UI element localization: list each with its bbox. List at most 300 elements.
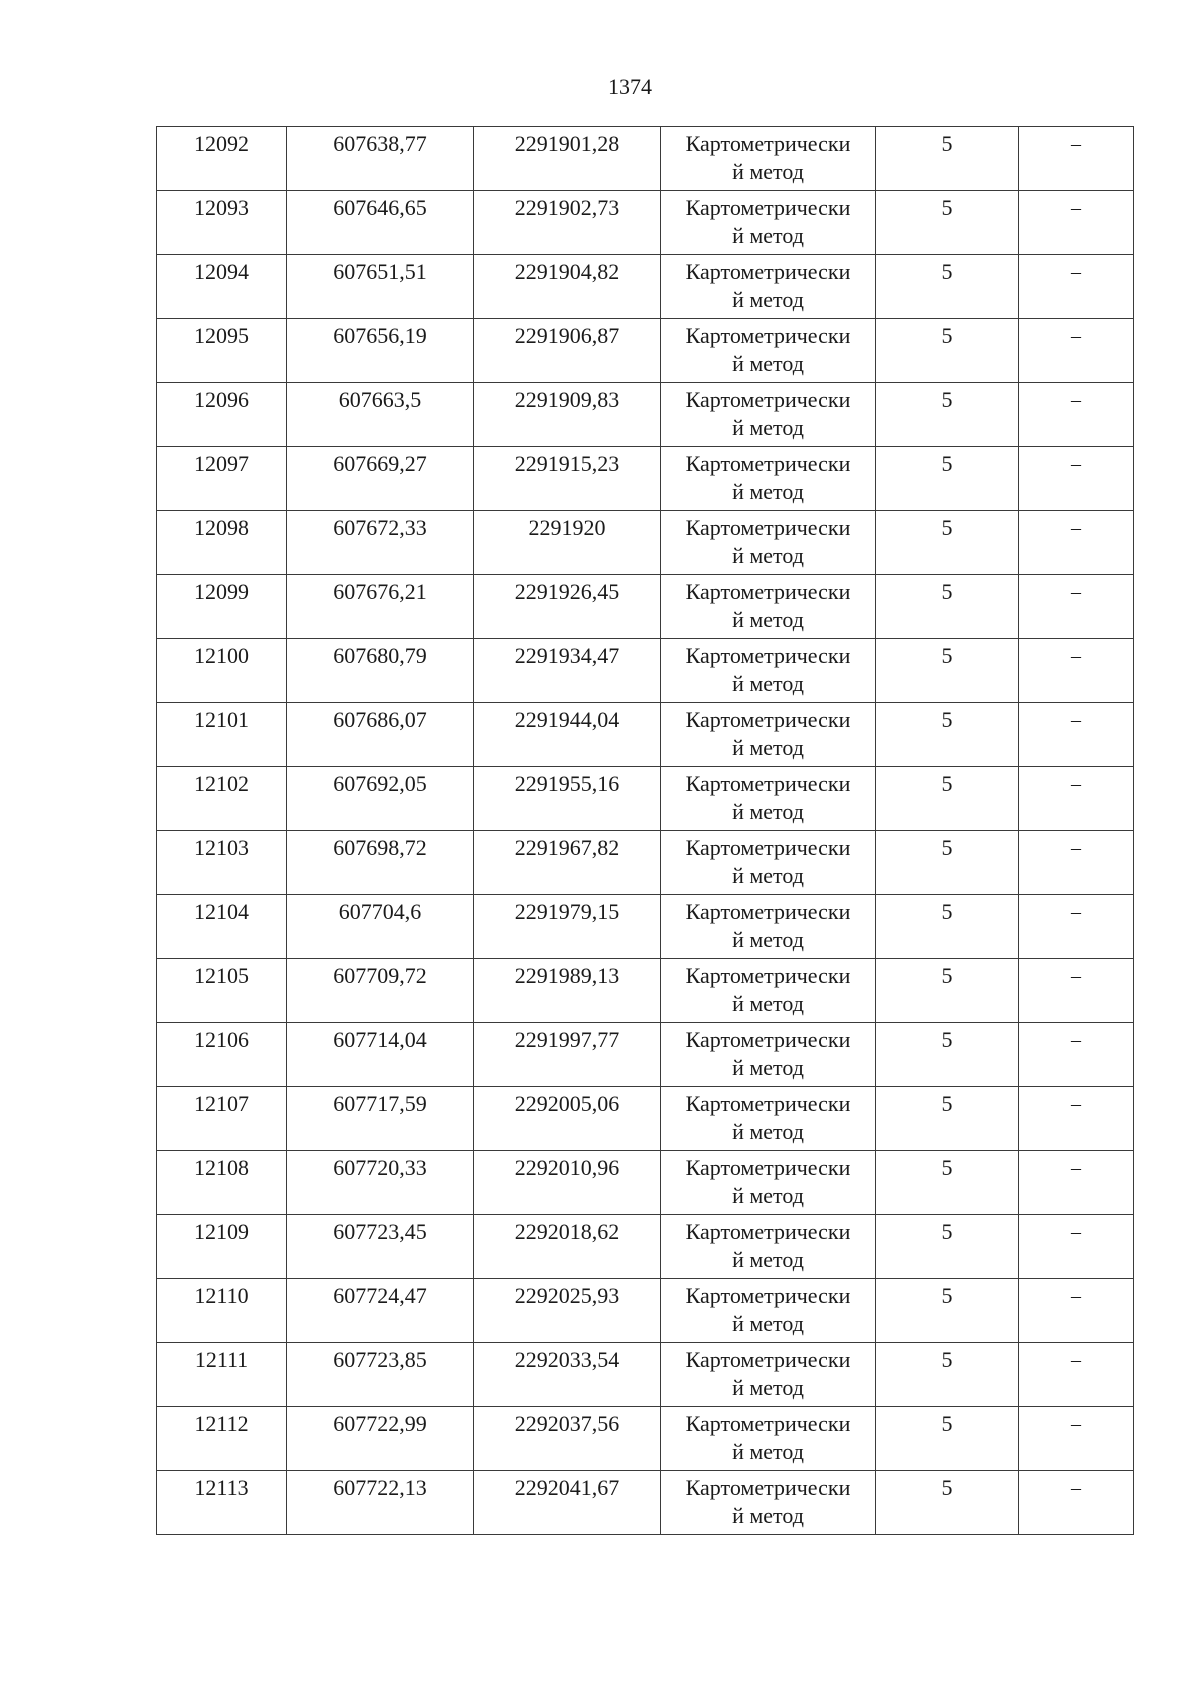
accuracy-cell: [876, 1151, 1019, 1215]
x-coordinate-text: 607669,27: [333, 451, 427, 476]
y-coordinate-text: 2291902,73: [514, 195, 620, 220]
accuracy-text: 5: [941, 451, 953, 476]
method-cell: [661, 1151, 876, 1215]
x-coordinate-text: 607723,85: [333, 1347, 427, 1372]
note-cell: [1019, 255, 1134, 319]
method-line-2: й метод: [732, 223, 804, 248]
y-coordinate-text: 2291915,23: [514, 451, 620, 476]
point-number-cell: [157, 191, 287, 255]
note-text: –: [1071, 517, 1081, 539]
y-coordinate-text: 2291944,04: [514, 707, 620, 732]
x-coordinate-cell: [287, 703, 474, 767]
method-line-1: Картометрически: [685, 1283, 851, 1308]
accuracy-cell: [876, 319, 1019, 383]
point-number-cell: [157, 1279, 287, 1343]
note-text: –: [1071, 901, 1081, 923]
point-number-cell: [157, 895, 287, 959]
y-coordinate-text: 2291901,28: [514, 131, 620, 156]
method-line-1: Картометрически: [685, 259, 851, 284]
method-line-2: й метод: [732, 159, 804, 184]
note-cell: [1019, 1023, 1134, 1087]
point-number-cell: [157, 1407, 287, 1471]
point-number-text: 12100: [194, 643, 249, 668]
note-text: –: [1071, 1477, 1081, 1499]
accuracy-text: 5: [941, 579, 953, 604]
x-coordinate-cell: [287, 1407, 474, 1471]
note-text: –: [1071, 645, 1081, 667]
method-line-1: Картометрически: [685, 387, 851, 412]
table-row: [157, 1087, 1134, 1151]
method-line-2: й метод: [732, 1503, 804, 1528]
accuracy-text: 5: [941, 515, 953, 540]
accuracy-text: 5: [941, 771, 953, 796]
method-line-2: й метод: [732, 799, 804, 824]
x-coordinate-text: 607704,6: [338, 899, 422, 924]
accuracy-cell: [876, 959, 1019, 1023]
note-cell: [1019, 831, 1134, 895]
point-number-text: 12103: [194, 835, 249, 860]
y-coordinate-cell: [474, 447, 661, 511]
x-coordinate-text: 607724,47: [333, 1283, 427, 1308]
y-coordinate-text: 2291997,77: [514, 1027, 620, 1052]
y-coordinate-text: 2292041,67: [514, 1475, 620, 1500]
method-cell: [661, 1087, 876, 1151]
method-line-1: Картометрически: [685, 1219, 851, 1244]
method-line-2: й метод: [732, 607, 804, 632]
method-line-2: й метод: [732, 351, 804, 376]
note-text: –: [1071, 1221, 1081, 1243]
y-coordinate-cell: [474, 895, 661, 959]
coordinates-table: [156, 126, 1134, 1535]
x-coordinate-text: 607717,59: [333, 1091, 427, 1116]
x-coordinate-text: 607680,79: [333, 643, 427, 668]
method-line-1: Картометрически: [685, 195, 851, 220]
method-line-1: Картометрически: [685, 643, 851, 668]
note-cell: [1019, 1215, 1134, 1279]
method-line-1: Картометрически: [685, 1347, 851, 1372]
accuracy-cell: [876, 1215, 1019, 1279]
note-cell: [1019, 191, 1134, 255]
method-cell: [661, 1471, 876, 1535]
accuracy-text: 5: [941, 835, 953, 860]
note-text: –: [1071, 325, 1081, 347]
accuracy-cell: [876, 1343, 1019, 1407]
note-cell: [1019, 703, 1134, 767]
method-line-1: Картометрически: [685, 451, 851, 476]
x-coordinate-text: 607692,05: [333, 771, 427, 796]
method-line-2: й метод: [732, 671, 804, 696]
method-cell: [661, 447, 876, 511]
y-coordinate-cell: [474, 1279, 661, 1343]
point-number-cell: [157, 255, 287, 319]
point-number-cell: [157, 447, 287, 511]
note-cell: [1019, 575, 1134, 639]
point-number-text: 12113: [194, 1475, 249, 1500]
table-row: [157, 511, 1134, 575]
y-coordinate-text: 2291934,47: [514, 643, 620, 668]
note-cell: [1019, 319, 1134, 383]
accuracy-cell: [876, 895, 1019, 959]
x-coordinate-cell: [287, 1087, 474, 1151]
x-coordinate-text: 607646,65: [333, 195, 427, 220]
accuracy-cell: [876, 1279, 1019, 1343]
note-cell: [1019, 1407, 1134, 1471]
accuracy-cell: [876, 639, 1019, 703]
x-coordinate-text: 607709,72: [333, 963, 427, 988]
y-coordinate-cell: [474, 959, 661, 1023]
x-coordinate-cell: [287, 255, 474, 319]
y-coordinate-cell: [474, 1087, 661, 1151]
point-number-text: 12108: [194, 1155, 249, 1180]
note-text: –: [1071, 709, 1081, 731]
x-coordinate-cell: [287, 1023, 474, 1087]
y-coordinate-cell: [474, 255, 661, 319]
method-cell: [661, 255, 876, 319]
method-cell: [661, 1343, 876, 1407]
note-text: –: [1071, 1157, 1081, 1179]
point-number-text: 12111: [194, 1347, 249, 1372]
accuracy-text: 5: [941, 1283, 953, 1308]
method-cell: [661, 895, 876, 959]
y-coordinate-cell: [474, 191, 661, 255]
point-number-text: 12106: [194, 1027, 249, 1052]
method-cell: [661, 1279, 876, 1343]
y-coordinate-cell: [474, 575, 661, 639]
y-coordinate-text: 2292010,96: [514, 1155, 620, 1180]
point-number-text: 12105: [194, 963, 249, 988]
accuracy-cell: [876, 447, 1019, 511]
note-cell: [1019, 447, 1134, 511]
method-line-2: й метод: [732, 1183, 804, 1208]
x-coordinate-cell: [287, 1343, 474, 1407]
y-coordinate-text: 2291909,83: [514, 387, 620, 412]
accuracy-text: 5: [941, 1411, 953, 1436]
table-row: [157, 255, 1134, 319]
y-coordinate-text: 2291904,82: [514, 259, 620, 284]
y-coordinate-text: 2292033,54: [514, 1347, 620, 1372]
note-text: –: [1071, 837, 1081, 859]
x-coordinate-cell: [287, 639, 474, 703]
note-text: –: [1071, 1029, 1081, 1051]
accuracy-cell: [876, 511, 1019, 575]
table-row: [157, 1215, 1134, 1279]
x-coordinate-cell: [287, 191, 474, 255]
point-number-text: 12110: [194, 1283, 249, 1308]
x-coordinate-text: 607722,13: [333, 1475, 427, 1500]
accuracy-cell: [876, 1023, 1019, 1087]
method-cell: [661, 1215, 876, 1279]
y-coordinate-cell: [474, 767, 661, 831]
accuracy-text: 5: [941, 1219, 953, 1244]
accuracy-text: 5: [941, 1027, 953, 1052]
point-number-text: 12096: [194, 387, 249, 412]
note-text: –: [1071, 453, 1081, 475]
accuracy-text: 5: [941, 1155, 953, 1180]
note-cell: [1019, 1151, 1134, 1215]
method-line-1: Картометрически: [685, 1027, 851, 1052]
x-coordinate-text: 607686,07: [333, 707, 427, 732]
accuracy-text: 5: [941, 707, 953, 732]
method-line-1: Картометрически: [685, 899, 851, 924]
method-line-2: й метод: [732, 415, 804, 440]
method-cell: [661, 127, 876, 191]
table-row: [157, 767, 1134, 831]
point-number-text: 12094: [194, 259, 249, 284]
method-line-1: Картометрически: [685, 835, 851, 860]
point-number-cell: [157, 1151, 287, 1215]
accuracy-cell: [876, 127, 1019, 191]
point-number-cell: [157, 575, 287, 639]
point-number-text: 12097: [194, 451, 249, 476]
x-coordinate-text: 607676,21: [333, 579, 427, 604]
method-line-2: й метод: [732, 479, 804, 504]
note-cell: [1019, 639, 1134, 703]
note-text: –: [1071, 1413, 1081, 1435]
x-coordinate-text: 607651,51: [333, 259, 427, 284]
y-coordinate-text: 2291906,87: [514, 323, 620, 348]
y-coordinate-text: 2291920: [528, 515, 606, 540]
x-coordinate-cell: [287, 767, 474, 831]
method-line-2: й метод: [732, 927, 804, 952]
y-coordinate-cell: [474, 127, 661, 191]
accuracy-cell: [876, 383, 1019, 447]
note-cell: [1019, 959, 1134, 1023]
note-cell: [1019, 1343, 1134, 1407]
y-coordinate-text: 2291926,45: [514, 579, 620, 604]
method-line-1: Картометрически: [685, 1155, 851, 1180]
x-coordinate-cell: [287, 511, 474, 575]
x-coordinate-cell: [287, 1215, 474, 1279]
note-cell: [1019, 1279, 1134, 1343]
accuracy-text: 5: [941, 259, 953, 284]
y-coordinate-cell: [474, 1471, 661, 1535]
method-line-1: Картометрически: [685, 963, 851, 988]
method-line-2: й метод: [732, 863, 804, 888]
accuracy-cell: [876, 575, 1019, 639]
coordinates-table-body: [157, 127, 1134, 1535]
method-line-1: Картометрически: [685, 579, 851, 604]
method-line-2: й метод: [732, 1375, 804, 1400]
point-number-text: 12093: [194, 195, 249, 220]
method-cell: [661, 1023, 876, 1087]
accuracy-text: 5: [941, 643, 953, 668]
x-coordinate-cell: [287, 127, 474, 191]
x-coordinate-cell: [287, 1151, 474, 1215]
table-row: [157, 1471, 1134, 1535]
point-number-text: 12099: [194, 579, 249, 604]
point-number-text: 12112: [194, 1411, 249, 1436]
y-coordinate-text: 2292018,62: [514, 1219, 620, 1244]
x-coordinate-text: 607656,19: [333, 323, 427, 348]
accuracy-text: 5: [941, 1475, 953, 1500]
accuracy-cell: [876, 703, 1019, 767]
note-text: –: [1071, 581, 1081, 603]
table-row: [157, 1407, 1134, 1471]
table-row: [157, 895, 1134, 959]
method-line-1: Картометрически: [685, 323, 851, 348]
x-coordinate-text: 607663,5: [338, 387, 422, 412]
note-cell: [1019, 1471, 1134, 1535]
point-number-cell: [157, 1023, 287, 1087]
y-coordinate-cell: [474, 511, 661, 575]
y-coordinate-cell: [474, 319, 661, 383]
point-number-cell: [157, 767, 287, 831]
method-cell: [661, 319, 876, 383]
table-row: [157, 127, 1134, 191]
y-coordinate-text: 2291967,82: [514, 835, 620, 860]
accuracy-text: 5: [941, 899, 953, 924]
point-number-cell: [157, 703, 287, 767]
point-number-cell: [157, 1215, 287, 1279]
accuracy-cell: [876, 255, 1019, 319]
table-row: [157, 703, 1134, 767]
accuracy-cell: [876, 831, 1019, 895]
x-coordinate-cell: [287, 575, 474, 639]
method-cell: [661, 767, 876, 831]
accuracy-cell: [876, 767, 1019, 831]
table-row: [157, 1151, 1134, 1215]
method-cell: [661, 639, 876, 703]
point-number-text: 12109: [194, 1219, 249, 1244]
table-row: [157, 1023, 1134, 1087]
table-row: [157, 959, 1134, 1023]
table-row: [157, 383, 1134, 447]
point-number-cell: [157, 1087, 287, 1151]
x-coordinate-text: 607722,99: [333, 1411, 427, 1436]
point-number-cell: [157, 831, 287, 895]
point-number-cell: [157, 127, 287, 191]
x-coordinate-cell: [287, 1471, 474, 1535]
table-row: [157, 447, 1134, 511]
y-coordinate-text: 2291979,15: [514, 899, 620, 924]
point-number-text: 12092: [194, 131, 249, 156]
method-cell: [661, 703, 876, 767]
point-number-cell: [157, 1343, 287, 1407]
accuracy-text: 5: [941, 195, 953, 220]
y-coordinate-text: 2292037,56: [514, 1411, 620, 1436]
table-row: [157, 191, 1134, 255]
method-line-1: Картометрически: [685, 1411, 851, 1436]
method-line-1: Картометрически: [685, 771, 851, 796]
method-line-1: Картометрически: [685, 1091, 851, 1116]
method-line-2: й метод: [732, 1055, 804, 1080]
x-coordinate-cell: [287, 447, 474, 511]
note-text: –: [1071, 1349, 1081, 1371]
method-line-1: Картометрически: [685, 131, 851, 156]
point-number-cell: [157, 319, 287, 383]
method-cell: [661, 1407, 876, 1471]
point-number-text: 12107: [194, 1091, 249, 1116]
method-line-2: й метод: [732, 543, 804, 568]
note-text: –: [1071, 1285, 1081, 1307]
accuracy-text: 5: [941, 131, 953, 156]
x-coordinate-text: 607698,72: [333, 835, 427, 860]
note-cell: [1019, 511, 1134, 575]
accuracy-cell: [876, 1087, 1019, 1151]
method-cell: [661, 511, 876, 575]
note-text: –: [1071, 773, 1081, 795]
note-text: –: [1071, 1093, 1081, 1115]
method-line-2: й метод: [732, 1311, 804, 1336]
y-coordinate-cell: [474, 1023, 661, 1087]
note-text: –: [1071, 197, 1081, 219]
note-text: –: [1071, 965, 1081, 987]
point-number-cell: [157, 1471, 287, 1535]
table-row: [157, 1343, 1134, 1407]
accuracy-text: 5: [941, 323, 953, 348]
table-row: [157, 831, 1134, 895]
method-cell: [661, 575, 876, 639]
x-coordinate-text: 607723,45: [333, 1219, 427, 1244]
method-line-1: Картометрически: [685, 515, 851, 540]
note-cell: [1019, 895, 1134, 959]
y-coordinate-cell: [474, 639, 661, 703]
x-coordinate-cell: [287, 959, 474, 1023]
note-cell: [1019, 383, 1134, 447]
note-text: –: [1071, 133, 1081, 155]
x-coordinate-cell: [287, 895, 474, 959]
point-number-cell: [157, 639, 287, 703]
page-number: 1374: [608, 74, 652, 99]
note-cell: [1019, 1087, 1134, 1151]
table-row: [157, 575, 1134, 639]
method-line-1: Картометрически: [685, 1475, 851, 1500]
y-coordinate-cell: [474, 1215, 661, 1279]
note-cell: [1019, 767, 1134, 831]
y-coordinate-text: 2291955,16: [514, 771, 620, 796]
method-line-2: й метод: [732, 991, 804, 1016]
note-text: –: [1071, 389, 1081, 411]
y-coordinate-cell: [474, 831, 661, 895]
point-number-cell: [157, 959, 287, 1023]
method-line-2: й метод: [732, 735, 804, 760]
method-line-2: й метод: [732, 1247, 804, 1272]
y-coordinate-cell: [474, 1407, 661, 1471]
method-line-2: й метод: [732, 1119, 804, 1144]
x-coordinate-cell: [287, 1279, 474, 1343]
x-coordinate-cell: [287, 383, 474, 447]
table-row: [157, 639, 1134, 703]
point-number-text: 12095: [194, 323, 249, 348]
y-coordinate-text: 2291989,13: [514, 963, 620, 988]
point-number-text: 12104: [194, 899, 249, 924]
y-coordinate-text: 2292025,93: [514, 1283, 620, 1308]
point-number-text: 12098: [194, 515, 249, 540]
accuracy-text: 5: [941, 963, 953, 988]
accuracy-cell: [876, 1471, 1019, 1535]
y-coordinate-cell: [474, 1151, 661, 1215]
x-coordinate-text: 607638,77: [333, 131, 427, 156]
note-cell: [1019, 127, 1134, 191]
accuracy-text: 5: [941, 387, 953, 412]
point-number-text: 12101: [194, 707, 249, 732]
method-cell: [661, 831, 876, 895]
accuracy-cell: [876, 191, 1019, 255]
method-line-1: Картометрически: [685, 707, 851, 732]
method-cell: [661, 383, 876, 447]
table-row: [157, 1279, 1134, 1343]
table-row: [157, 319, 1134, 383]
y-coordinate-cell: [474, 1343, 661, 1407]
method-cell: [661, 959, 876, 1023]
y-coordinate-cell: [474, 383, 661, 447]
method-line-2: й метод: [732, 287, 804, 312]
method-line-2: й метод: [732, 1439, 804, 1464]
method-cell: [661, 191, 876, 255]
x-coordinate-cell: [287, 319, 474, 383]
y-coordinate-cell: [474, 703, 661, 767]
x-coordinate-text: 607672,33: [333, 515, 427, 540]
